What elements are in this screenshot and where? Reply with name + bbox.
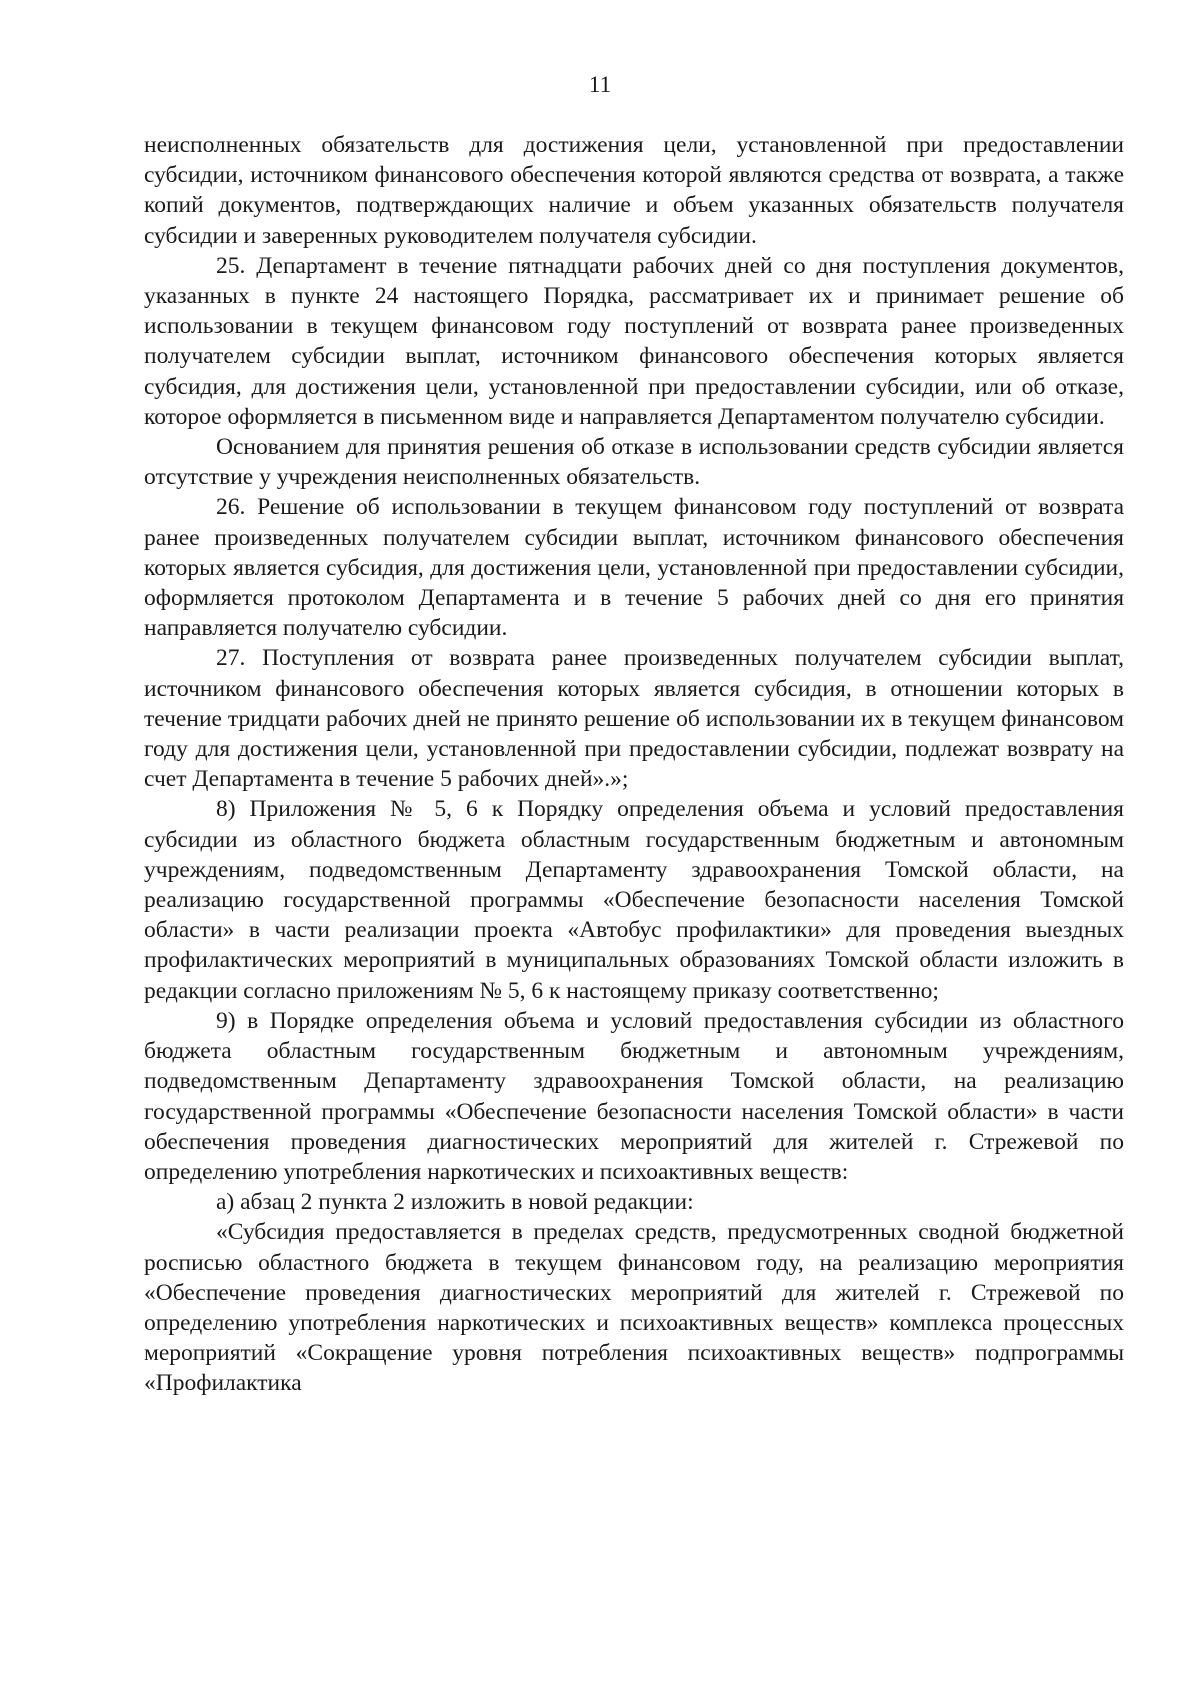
paragraph-item-26: 26. Решение об использовании в текущем финансовом году поступлений от возврата ранее произведенных получателем субсидии выплат, источником финансового обеспечения которых является субсидия, для достижения цели, установленной при предоставлении субсидии, оформляется протоколом Департамента и в течение 5 рабочих дней со дня его принятия направляется получателю субсидии.	[144, 494, 1124, 642]
paragraph-quoted-text: «Субсидия предоставляется в пределах средств, предусмотренных сводной бюджетной росписью областного бюджета в текущем финансовом году, на реализацию мероприятия «Обеспечение проведения диагностических мероприятий для жителей г. Стрежевой по определению употребления наркотических и психоактивных веществ» комплекса процессных мероприятий «Сокращение уровня потребления психоактивных веществ» подпрограммы «Профилактика	[144, 1219, 1124, 1397]
paragraph-item-8: 8) Приложения № 5, 6 к Порядку определения объема и условий предоставления субсидии из областного бюджета областным государственным бюджетным и автономным учреждениям, подведомственным Департаменту здравоохранения Томской области, на реализацию государственной программы «Обеспечение безопасности населения Томской области» в части реализации проекта «Автобус профилактики» для проведения выездных профилактических мероприятий в муниципальных образованиях Томской области изложить в редакции согласно приложениям № 5, 6 к настоящему приказу соответственно;	[144, 796, 1124, 1004]
paragraph-continuation: неисполненных обязательств для достижения цели, установленной при предоставлении субсидии, источником финансового обеспечения которой являются средства от возврата, а также копий документов, подтверждающих наличие и объем указанных обязательств получателя субсидии и заверенных руководителем получателя субсидии.	[144, 132, 1124, 249]
paragraph-refusal-basis: Основанием для принятия решения об отказе в использовании средств субсидии является отсутствие у учреждения неисполненных обязательств.	[144, 434, 1124, 491]
document-body	[144, 130, 1124, 1399]
paragraph-subitem-a: а) абзац 2 пункта 2 изложить в новой редакции:	[216, 1189, 694, 1216]
page-number: 11	[588, 72, 612, 97]
paragraph-item-27: 27. Поступления от возврата ранее произведенных получателем субсидии выплат, источником финансового обеспечения которых является субсидия, в отношении которых в течение тридцати рабочих дней не принято решение об использовании их в текущем финансовом году для достижения цели, установленной при предоставлении субсидии, подлежат возврату на счет Департамента в течение 5 рабочих дней».»;	[144, 645, 1124, 793]
paragraph-item-25: 25. Департамент в течение пятнадцати рабочих дней со дня поступления документов, указанных в пункте 24 настоящего Порядка, рассматривает их и принимает решение об использовании в текущем финансовом году поступлений от возврата ранее произведенных получателем субсидии выплат, источником финансового обеспечения которых является субсидия, для достижения цели, установленной при предоставлении субсидии, или об отказе, которое оформляется в письменном виде и направляется Департаментом получателю субсидии.	[144, 252, 1124, 430]
paragraph-item-9: 9) в Порядке определения объема и условий предоставления субсидии из областного бюджета областным государственным бюджетным и автономным учреждениям, подведомственным Департаменту здравоохранения Томской области, на реализацию государственной программы «Обеспечение безопасности населения Томской области» в части обеспечения проведения диагностических мероприятий для жителей г. Стрежевой по определению употребления наркотических и психоактивных веществ:	[144, 1007, 1124, 1185]
